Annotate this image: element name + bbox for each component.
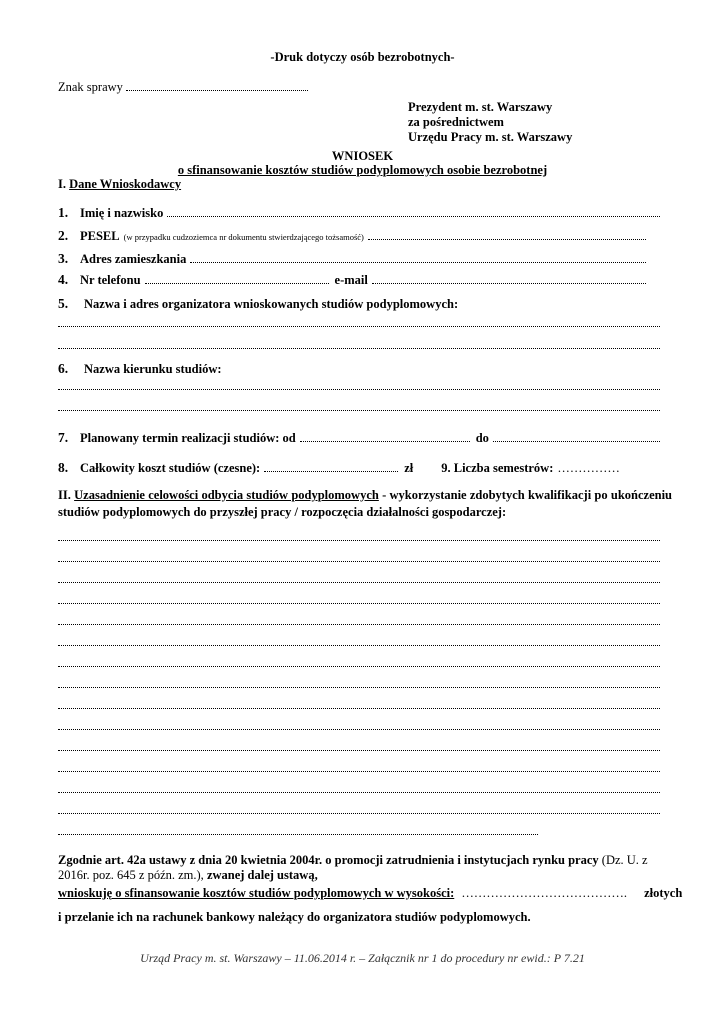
addressee-line: Urzędu Pracy m. st. Warszawy [408,130,573,144]
field-row-cost [58,460,620,476]
amount-currency: złotych [644,886,683,900]
field-row-pesel [58,228,646,244]
field-row-course [58,360,222,378]
field-number: 1. [58,205,69,220]
field-label-date-from: Planowany termin realizacji studiów: od [80,431,296,445]
address-input[interactable] [190,252,646,263]
phone-input[interactable] [145,273,329,284]
section-2-text: - wykorzystanie zdobytych kwalifikacji po ukończeniu [382,488,673,502]
justification-line[interactable] [58,549,660,562]
organizer-input-line-1[interactable] [58,314,660,327]
cost-currency: zł [404,461,414,475]
field-label-course: Nazwa kierunku studiów: [84,362,222,376]
section-2-heading [58,488,672,503]
form-title: WNIOSEK [331,149,394,163]
date-from-input[interactable] [300,431,470,442]
amount-request-label: wnioskuję o sfinansowanie kosztów studiów podyplomowych w wysokości: [58,886,455,900]
field-row-dates [58,430,660,446]
justification-line[interactable] [58,717,660,730]
addressee-block [408,100,572,145]
field-row-contact [58,272,646,288]
section-1-number: I. [58,177,66,191]
field-label-cost: Całkowity koszt studiów (czesne): [80,461,261,475]
pesel-input[interactable] [368,229,646,240]
field-label-name: Imię i nazwisko [80,206,164,220]
date-to-input[interactable] [493,431,660,442]
justification-line[interactable] [58,591,660,604]
section-2-text-line-2: studiów podyplomowych do przyszłej pracy / rozpoczęcia działalności gospodarczej: [58,505,507,519]
field-label-email: e-mail [334,273,368,287]
document-footer: Urząd Pracy m. st. Warszawy – 11.06.2014 r. – Załącznik nr 1 do procedury nr ewid.: P 7.21 [140,951,585,965]
legal-basis-text [58,853,672,883]
course-input-line-1[interactable] [58,377,660,390]
justification-line[interactable] [58,675,660,688]
case-number-field[interactable] [126,80,308,91]
field-label-address: Adres zamieszkania [80,252,187,266]
addressee-line: Prezydent m. st. Warszawy [408,100,553,114]
legal-citation: (Dz. U. z 2016r. poz. 645 z późn. zm.), [58,853,648,882]
name-input[interactable] [167,206,660,217]
field-number: 4. [58,272,69,287]
field-row-organizer [58,295,458,313]
legal-basis-line: Zgodnie art. 42a ustawy z dnia 20 kwietnia 2004r. o promocji zatrudnienia i instytucjach rynku pracy [58,853,599,867]
field-number: 2. [58,228,69,243]
justification-line[interactable] [58,633,660,646]
field-number: 7. [58,430,69,445]
justification-line[interactable] [58,528,660,541]
field-number: 5. [58,296,69,311]
semesters-input[interactable]: …………… [557,461,620,475]
justification-line[interactable] [58,570,660,583]
field-label-phone: Nr telefonu [80,273,141,287]
field-label-pesel: PESEL [80,229,120,243]
field-label-date-to: do [475,431,489,445]
field-note-pesel: (w przypadku cudzoziemca nr dokumentu stwierdzającego tożsamość) [123,232,364,242]
addressee-line: za pośrednictwem [408,115,504,129]
justification-line[interactable] [58,696,660,709]
field-number: 6. [58,361,69,376]
legal-basis-line-2: zwanej dalej ustawą, [206,868,318,882]
course-input-line-2[interactable] [58,398,660,411]
field-label-semesters: 9. Liczba semestrów: [441,461,554,475]
email-input[interactable] [372,273,646,284]
justification-line[interactable] [58,612,660,625]
field-row-address [58,251,646,267]
field-label-organizer: Nazwa i adres organizatora wnioskowanych studiów podyplomowych: [84,297,459,311]
amount-row [58,886,682,901]
transfer-statement: i przelanie ich na rachunek bankowy należący do organizatora studiów podyplomowych. [58,910,531,924]
justification-line[interactable] [58,780,660,793]
field-number: 3. [58,251,69,266]
amount-input[interactable]: …………………………………. [461,886,627,900]
section-2-number: II. [58,488,71,502]
justification-line[interactable] [58,822,538,835]
justification-line[interactable] [58,738,660,751]
field-row-name [58,205,660,221]
section-2-title: Uzasadnienie celowości odbycia studiów podyplomowych [74,488,379,502]
case-number-label: Znak sprawy [58,80,123,94]
case-number-row [58,80,308,95]
document-header-note: -Druk dotyczy osób bezrobotnych- [270,50,455,64]
field-number: 8. [58,460,69,475]
section-1-heading [58,177,181,192]
organizer-input-line-2[interactable] [58,336,660,349]
justification-line[interactable] [58,759,660,772]
form-subtitle: o sfinansowanie kosztów studiów podyplomowych osobie bezrobotnej [177,163,548,177]
cost-input[interactable] [264,461,398,472]
justification-line[interactable] [58,654,660,667]
justification-line[interactable] [58,801,660,814]
section-1-title: Dane Wnioskodawcy [69,177,182,191]
